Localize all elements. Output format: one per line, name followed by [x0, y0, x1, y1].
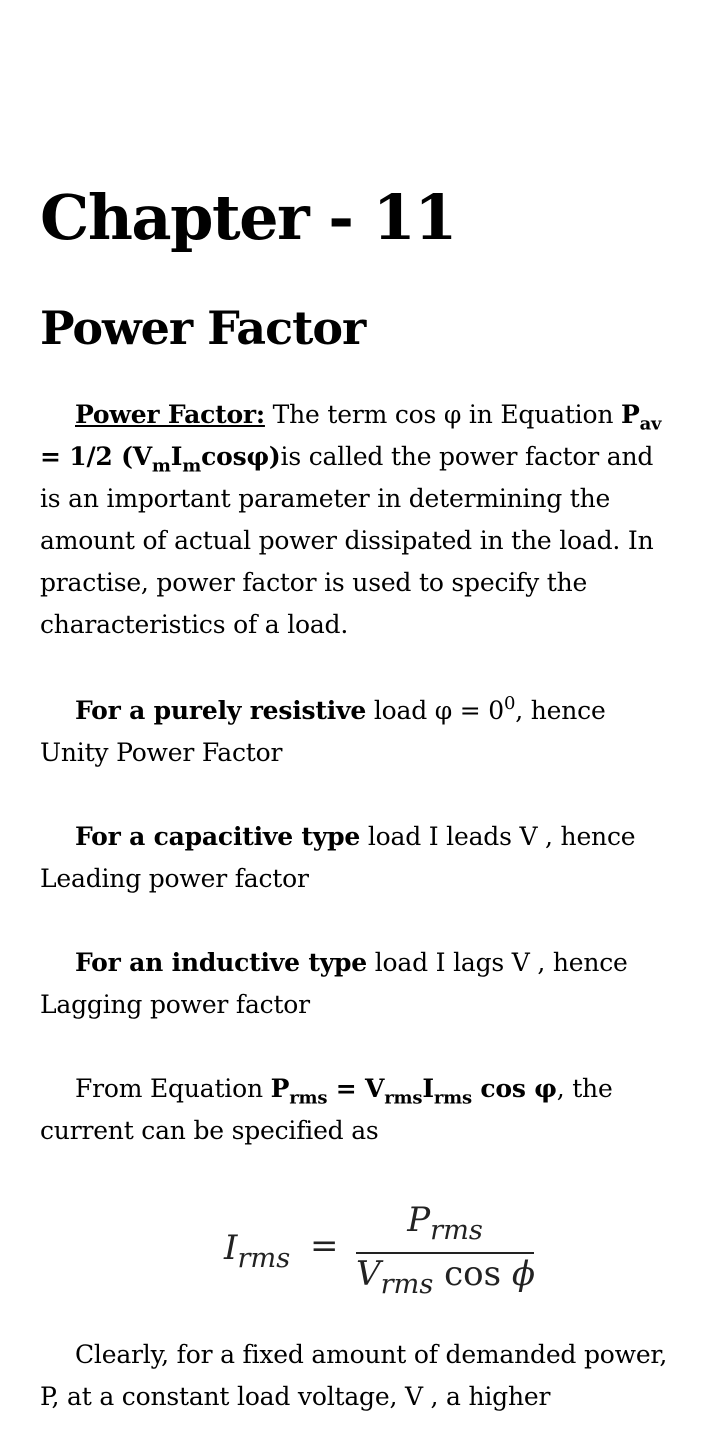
eq-subscript: rms: [289, 1087, 328, 1109]
paragraph-inductive: [40, 942, 680, 1026]
eq-symbol: = 1/2 (V: [40, 442, 152, 471]
eq-subscript: av: [639, 413, 662, 435]
paragraph-from-equation: [40, 1068, 680, 1152]
eq-subscript: rms: [433, 1087, 472, 1109]
equals-sign: =: [310, 1226, 339, 1266]
eq-symbol: P: [620, 400, 640, 429]
eq-symbol: V: [356, 1254, 381, 1294]
eq-symbol: cos φ: [471, 1074, 557, 1103]
paragraph-capacitive: [40, 816, 680, 900]
section-title: Power Factor: [40, 301, 366, 355]
paragraph-resistive: [40, 690, 680, 774]
paragraph-text: load φ = 0: [366, 696, 505, 725]
eq-subscript: m: [151, 455, 171, 477]
eq-symbol: cosφ): [201, 442, 281, 471]
eq-symbol: P: [270, 1074, 290, 1103]
numerator: [356, 1200, 534, 1247]
paragraph-text: load I leads V , hence Leading power factor: [40, 822, 636, 893]
paragraph-text: load I lags V , hence Lagging power factor: [40, 948, 628, 1019]
chapter-title: Chapter - 11: [40, 181, 456, 254]
superscript: 0: [504, 693, 516, 715]
paragraph-text: , hence Unity Power Factor: [40, 696, 606, 767]
equation-inline-prms: [270, 1074, 557, 1109]
eq-subscript: rms: [430, 1215, 483, 1247]
eq-subscript: m: [182, 455, 202, 477]
paragraph-text: is called the power factor and is an important parameter in determining the amount of actual power dissipated in the load. In practise, power factor is used to specify the characteristics of a load.: [40, 442, 654, 639]
eq-cos: cos: [433, 1254, 512, 1294]
eq-subscript: rms: [237, 1243, 291, 1275]
paragraph-text: , the current can be specified as: [40, 1074, 613, 1145]
display-equation-irms: [40, 1194, 680, 1334]
equation-lhs: [224, 1228, 291, 1275]
term-power-factor: Power Factor:: [75, 400, 265, 429]
eq-phi: ϕ: [511, 1254, 536, 1294]
bold-lead: For a purely resistive: [75, 696, 367, 725]
paragraph-power-factor-definition: [40, 394, 680, 646]
eq-symbol: P: [407, 1200, 431, 1240]
paragraph-text: From Equation: [75, 1074, 271, 1103]
denominator: [356, 1254, 536, 1301]
eq-symbol: = V: [327, 1074, 385, 1103]
paragraph-text: Clearly, for a fixed amount of demanded power, P, at a constant load voltage, V , a higher: [40, 1340, 668, 1411]
equation-body: [224, 1200, 544, 1300]
bold-lead: For a capacitive type: [75, 822, 361, 851]
bold-lead: For an inductive type: [75, 948, 368, 977]
eq-subscript: rms: [380, 1269, 434, 1301]
eq-symbol: I: [422, 1074, 434, 1103]
eq-symbol: I: [224, 1228, 238, 1268]
paragraph-clearly: [40, 1334, 680, 1418]
eq-subscript: rms: [384, 1087, 423, 1109]
eq-symbol: I: [170, 442, 183, 471]
fraction: [356, 1200, 534, 1300]
paragraph-text: The term cos φ in Equation: [264, 400, 621, 429]
